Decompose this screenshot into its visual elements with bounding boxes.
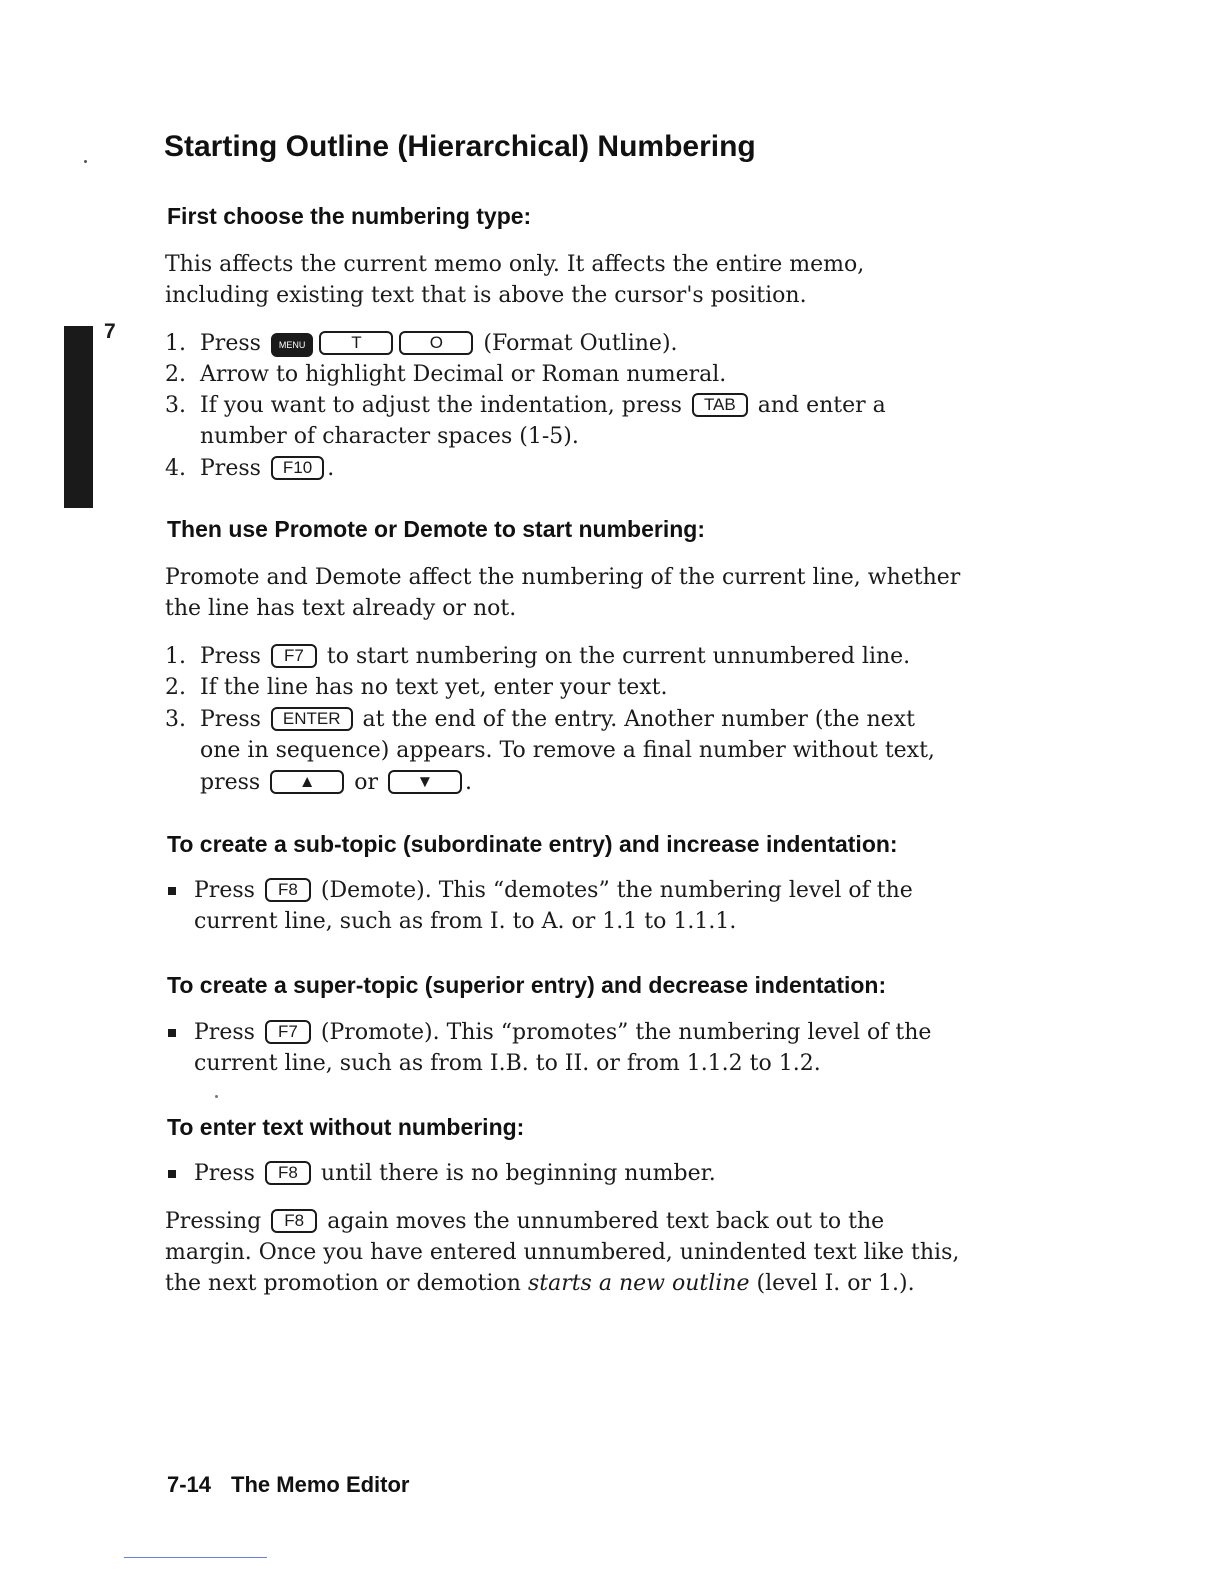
s2-intro-line1: Promote and Demote affect the numbering of the current line, whether xyxy=(165,565,961,590)
s2-step-3-cont2: press ▲ or ▼ . xyxy=(200,770,472,795)
s4-line2: current line, such as from I.B. to II. or from 1.1.2 to 1.2. xyxy=(194,1051,821,1076)
s3-line2: current line, such as from I. to A. or 1.1 to 1.1.1. xyxy=(194,909,737,934)
bullet-icon xyxy=(168,1170,176,1178)
t-key: T xyxy=(319,331,393,355)
emphasis-text: starts a new outline xyxy=(527,1271,750,1296)
s2-step-3: 3. Press ENTER at the end of the entry. Another number (the next xyxy=(165,707,915,732)
f10-key: F10 xyxy=(271,456,324,480)
section-heading-sub-topic: To create a sub-topic (subordinate entry) and increase indentation: xyxy=(167,831,898,857)
s1-step-1: 1. Press MENU T O (Format Outline). xyxy=(165,331,678,356)
chapter-name: The Memo Editor xyxy=(231,1472,410,1497)
section-heading-numbering-type: First choose the numbering type: xyxy=(167,203,532,229)
s1-step-3: 3. If you want to adjust the indentation, press TAB and enter a xyxy=(165,393,886,418)
o-key: O xyxy=(399,331,473,355)
s2-step-1: 1. Press F7 to start numbering on the current unnumbered line. xyxy=(165,644,911,669)
down-arrow-key: ▼ xyxy=(388,770,462,794)
page-title: Starting Outline (Hierarchical) Numbering xyxy=(164,130,756,163)
bullet-icon xyxy=(168,1029,176,1037)
s4-line1: Press F7 (Promote). This “promotes” the numbering level of the xyxy=(194,1020,932,1045)
s1-step-2: 2. Arrow to highlight Decimal or Roman numeral. xyxy=(165,362,727,387)
chapter-thumb-tab xyxy=(64,326,93,508)
s2-step-3-cont1: one in sequence) appears. To remove a final number without text, xyxy=(200,738,935,763)
scan-speck xyxy=(84,160,87,163)
page-number: 7-14 xyxy=(167,1472,212,1497)
s2-intro-line2: the line has text already or not. xyxy=(165,596,517,621)
enter-key: ENTER xyxy=(271,707,353,731)
s3-line1: Press F8 (Demote). This “demotes” the numbering level of the xyxy=(194,878,913,903)
section-heading-super-topic: To create a super-topic (superior entry) and decrease indentation: xyxy=(167,972,887,998)
s1-intro-line1: This affects the current memo only. It affects the entire memo, xyxy=(165,252,865,277)
s5-para-line1: Pressing F8 again moves the unnumbered text back out to the xyxy=(165,1209,885,1234)
s1-intro-line2: including existing text that is above the cursor's position. xyxy=(165,283,807,308)
s5-para-line3: the next promotion or demotion starts a new outline (level I. or 1.). xyxy=(165,1271,915,1296)
f7-key: F7 xyxy=(265,1020,311,1044)
menu-key: MENU xyxy=(271,333,314,357)
s2-step-2: 2. If the line has no text yet, enter your text. xyxy=(165,675,668,700)
bullet-icon xyxy=(168,887,176,895)
f8-key: F8 xyxy=(271,1209,317,1233)
tab-key: TAB xyxy=(692,393,748,417)
scan-speck xyxy=(215,1095,218,1098)
bottom-rule xyxy=(124,1557,267,1558)
section-heading-no-numbering: To enter text without numbering: xyxy=(167,1114,525,1140)
section-heading-promote-demote: Then use Promote or Demote to start numbering: xyxy=(167,516,705,542)
f7-key: F7 xyxy=(271,644,317,668)
s1-step-3-cont: number of character spaces (1-5). xyxy=(200,424,579,449)
up-arrow-key: ▲ xyxy=(270,770,344,794)
f8-key: F8 xyxy=(265,1161,311,1185)
chapter-tab-number: 7 xyxy=(104,320,116,343)
page-footer xyxy=(167,1472,410,1498)
s5-para-line2: margin. Once you have entered unnumbered, unindented text like this, xyxy=(165,1240,960,1265)
f8-key: F8 xyxy=(265,878,311,902)
s1-step-4: 4. Press F10 . xyxy=(165,456,335,481)
s5-line1: Press F8 until there is no beginning number. xyxy=(194,1161,716,1186)
